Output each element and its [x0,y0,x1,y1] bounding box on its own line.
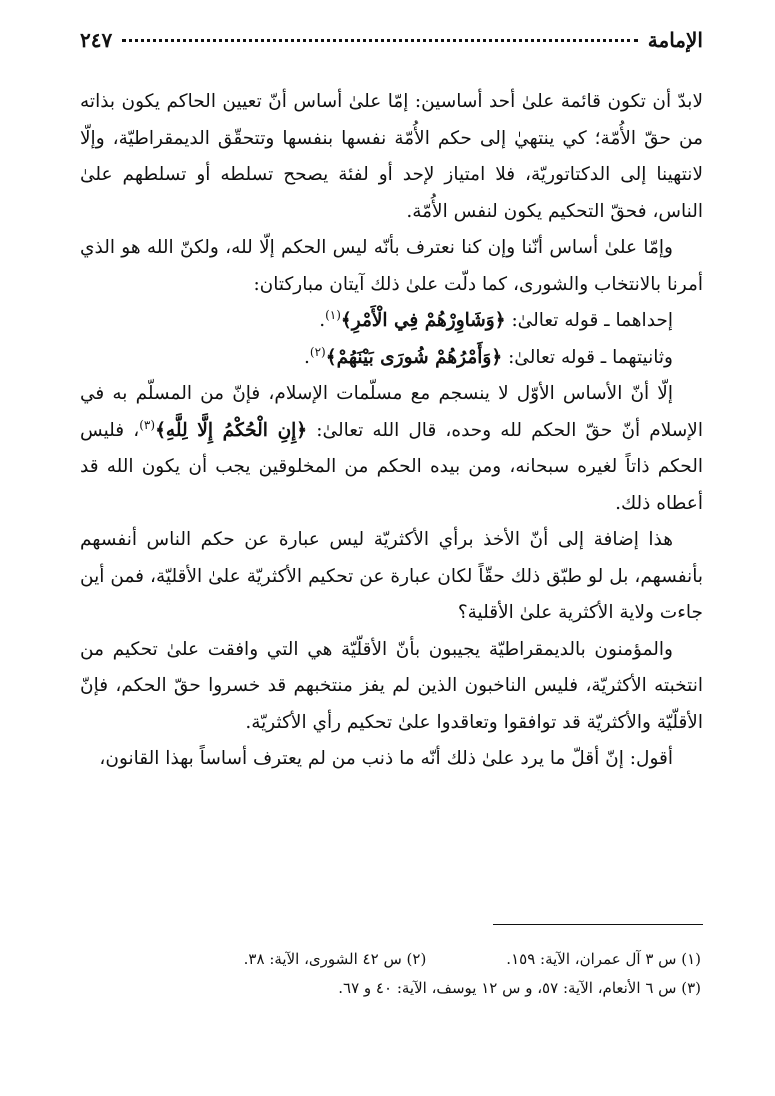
verse-intro: وثانيتهما ـ قوله تعالىٰ: [508,346,673,368]
paragraph-4: هذا إضافة إلى أنّ الأخذ برأي الأكثريّة ليس عبارة عن حكم الناس أنفسهم بأنفسهم، بل لو طبّق ذلك حقّاً لكان عبارة عن تحكيم الأكثريّة علىٰ الأقليّة، فمن أين جاءت ولاية الأكثرية علىٰ الأقلية؟ [80,529,703,623]
paragraph-2: وإمّا علىٰ أساس أنّنا وإن كنا نعترف بأنّه ليس الحكم إلّا لله، ولكنّ الله هو الذي أمرنا بالانتخاب والشورى، كما دلّت علىٰ ذلك آيتان مباركتان: [80,237,703,295]
page-header [80,28,703,52]
verse-intro: إحداهما ـ قوله تعالىٰ: [511,310,673,331]
footnote-1: (١) س ٣ آل عمران، الآية: ١٥٩. [506,950,701,968]
footnotes [80,945,701,1003]
footnote-divider [493,924,703,925]
footnote-ref: (٢) [309,344,326,359]
paragraph-1: لابدّ أن تكون قائمة علىٰ أحد أساسين: إمّا علىٰ أساس أنّ تعيين الحاكم يكون بذاته من حقّ الأُمّة؛ كي ينتهيٰ إلى حكم الأُمّة نفسها بنفسها وتتحقّق الديمقراطيّة، وإلّا لانتهينا إلى الدكتاتوريّة، فلا امتياز لإحد أو لفئة يصحح تسلطه أو تسلطهم علىٰ الناس، فحقّ التحكيم يكون لنفس الأُمّة. [80,91,703,222]
verse-line-1: إحداهما ـ قوله تعالىٰ: ﴿وَشَاوِرْهُمْ فِي الْأَمْرِ﴾$^{(١)}$. [319,307,673,331]
verse-line-2: وثانيتهما ـ قوله تعالىٰ: ﴿وَأَمْرُهُمْ شُورَى بَيْنَهُمْ﴾$^{(٢)}$. [304,344,673,368]
footnote-2: (٢) س ٤٢ الشورى، الآية: ٣٨. [243,950,427,968]
dotted-leader [122,39,638,42]
footnote-row [80,945,701,974]
quran-verse: ﴿وَشَاوِرْهُمْ فِي الْأَمْرِ﴾ [340,310,506,331]
paragraph-6: أقول: إنّ أقلّ ما يرد علىٰ ذلك أنّه ما ذنب من لم يعترف أساساً بهذا القانون، [99,748,673,769]
footnote-ref: (٣) [139,417,156,432]
quran-verse: ﴿إِنِ الْحُكْمُ إِلَّا لِلَّهِ﴾ [155,419,308,441]
paragraph-3-start: إلّا أنّ الأساس الأوّل لا ينسجم مع مسلّمات الإسلام، فإنّ من المسلّم به في الإسلام أنّ حقّ الحكم لله وحده، قال الله تعالىٰ: [80,383,703,441]
paragraph-3 [80,376,703,522]
footnote-3: (٣) س ٦ الأنعام، الآية: ٥٧، و س ١٢ يوسف، الآية: ٤٠ و ٦٧. [338,979,701,997]
main-text [80,84,703,778]
chapter-title: الإمامة [647,28,703,52]
footnote-ref: (١) [325,307,341,322]
page-number: ٢٤٧ [80,28,113,52]
quran-verse: ﴿وَأَمْرُهُمْ شُورَى بَيْنَهُمْ﴾ [325,346,503,368]
paragraph-5: والمؤمنون بالديمقراطيّة يجيبون بأنّ الأقلّيّة هي التي وافقت علىٰ تحكيم من انتخبته الأكثريّة، فليس الناخبون الذين لم يفز منتخبهم قد خسروا حقّ الحكم، فإنّ الأقلّيّة والأكثريّة قد توافقوا وتعاقدوا علىٰ تحكيم رأي الأكثريّة. [80,638,703,733]
paragraph-3-end: ، فليس الحكم ذاتاً لغيره سبحانه، ومن بيده الحكم من المخلوقين يجب أن يكون الله قد أعطاه ذلك. [80,419,703,514]
